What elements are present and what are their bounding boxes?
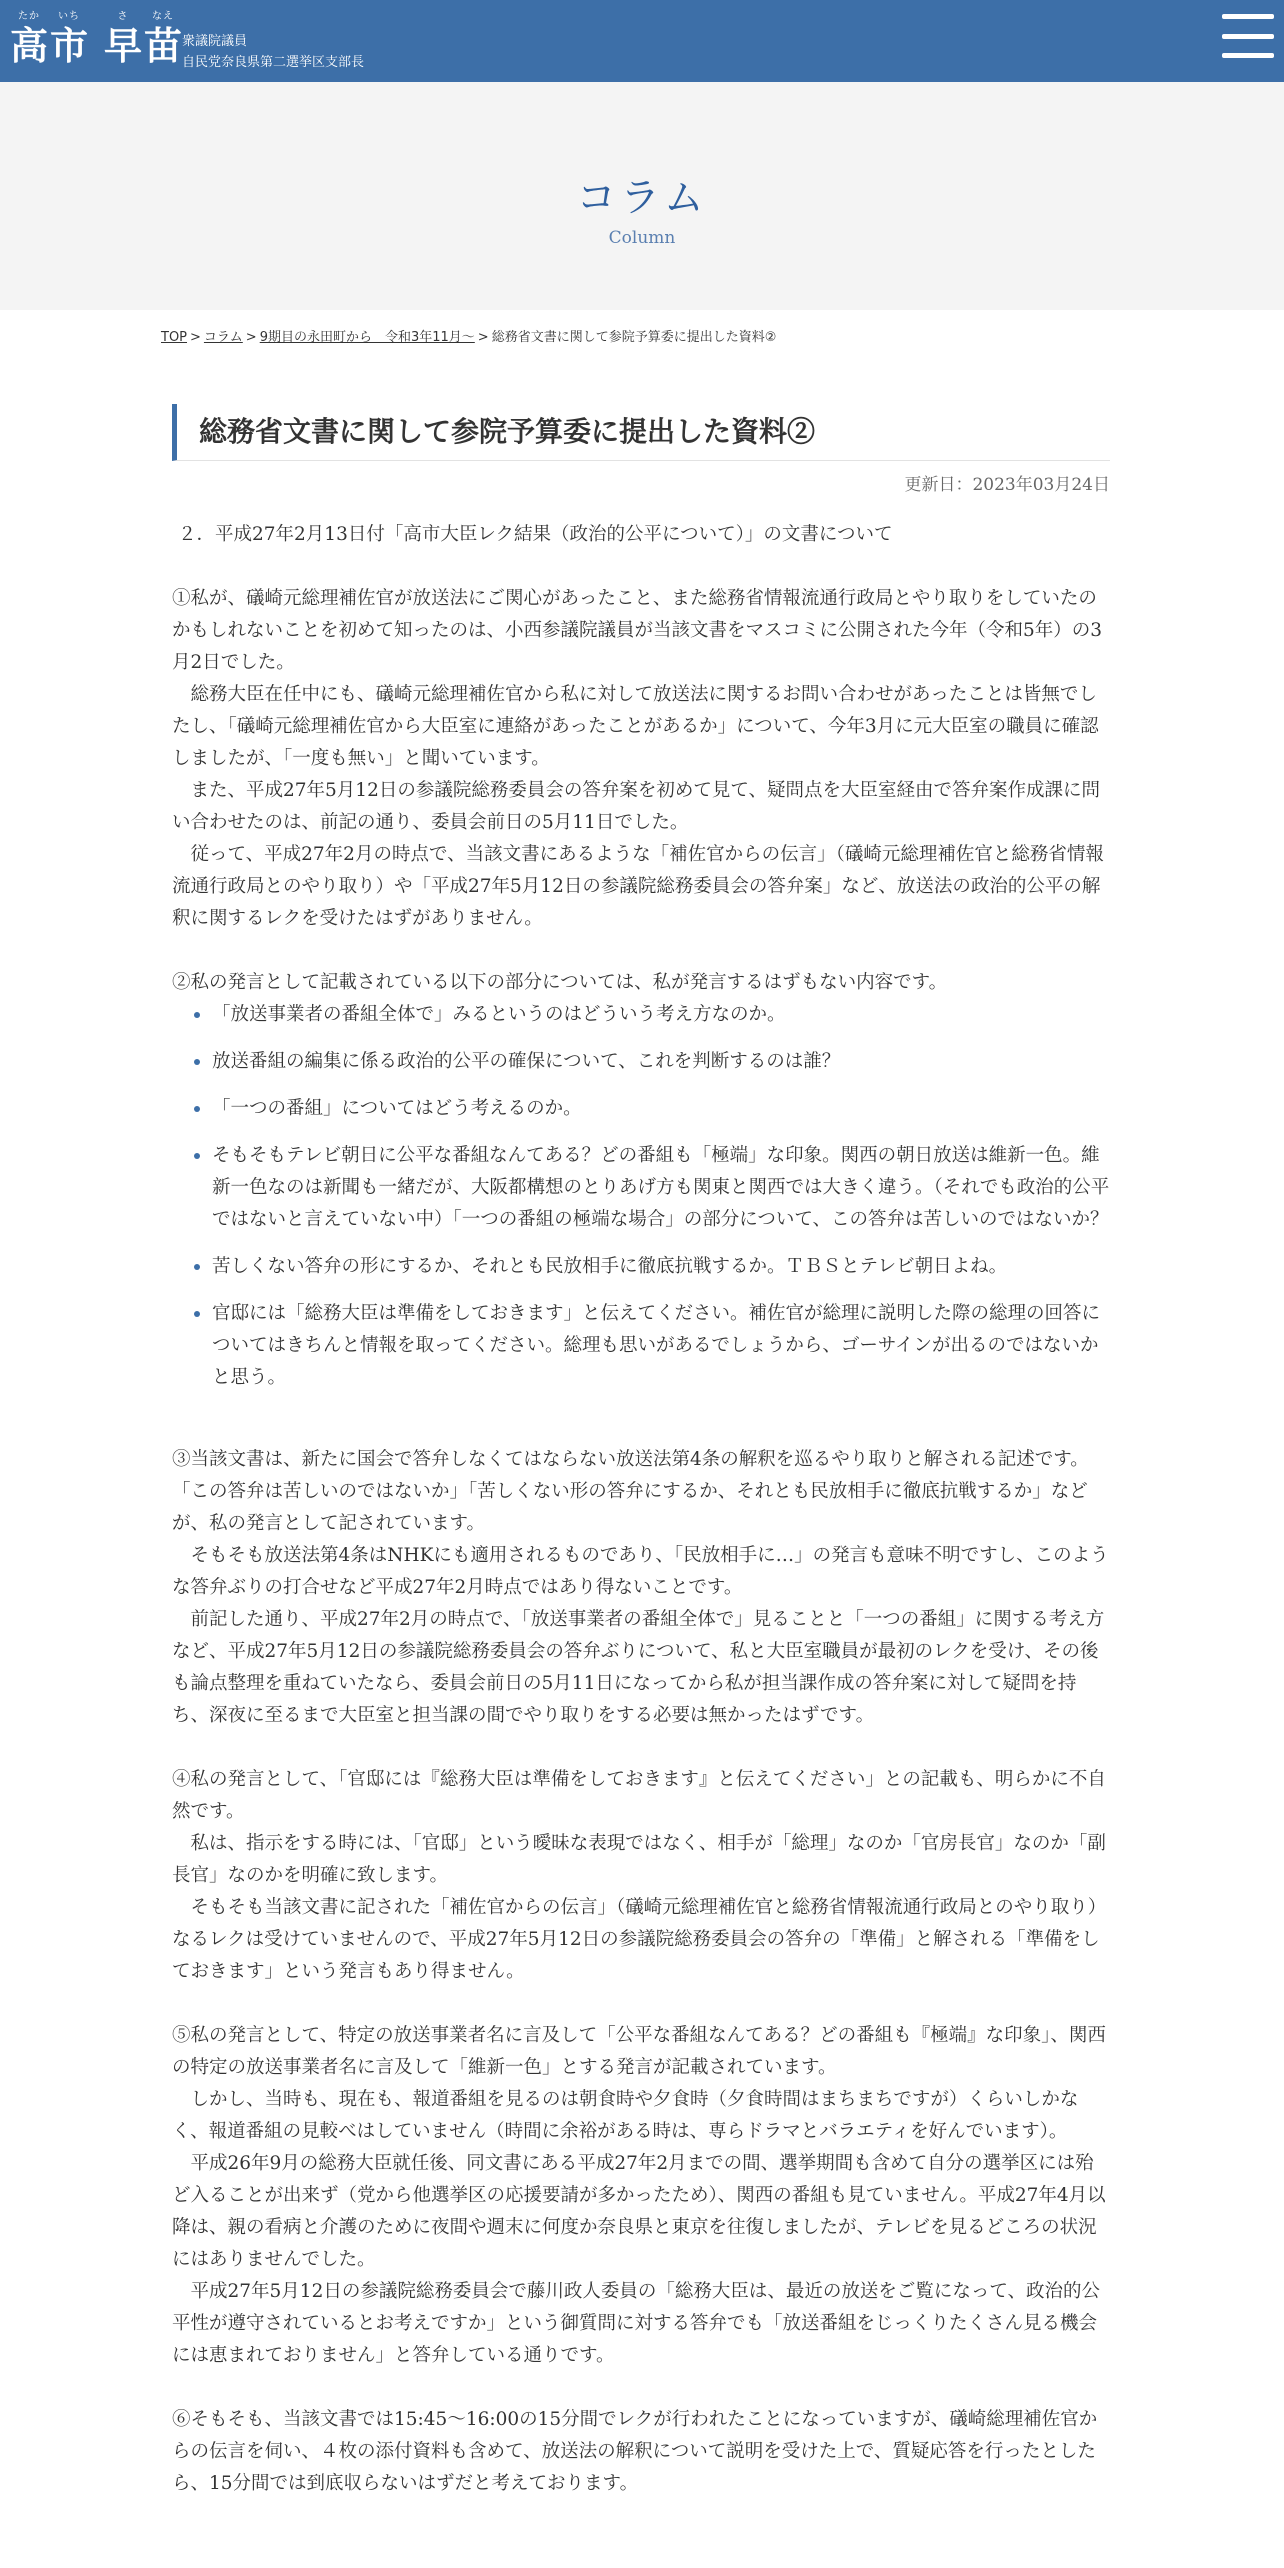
paragraph: ③当該文書は、新たに国会で答弁しなくてはならない放送法第4条の解釈を巡るやり取りと解される記述です。「この答弁は苦しいのではないか」「苦しくない形の答弁にするか、それとも民放相手に徹底抗戦するか」などが、私の発言として記されています。 xyxy=(172,1449,1089,1534)
breadcrumb-current: 総務省文書に関して参院予算委に提出した資料② xyxy=(491,330,777,345)
site-header xyxy=(0,0,1284,82)
list-item: 放送番組の編集に係る政治的公平の確保について、これを判断するのは誰？ xyxy=(212,1046,1110,1078)
paragraph: また、平成27年5月12日の参議院総務委員会の答弁案を初めて見て、疑問点を大臣室経由で答弁案作成課に問い合わせたのは、前記の通り、委員会前日の5月11日でした。 xyxy=(172,780,1100,833)
list-item: そもそもテレビ朝日に公平な番組なんてある？どの番組も「極端」な印象。関西の朝日放送は維新一色。維新一色なのは新聞も一緒だが、大阪都構想のとりあげ方も関東と関西では大きく違う。（それでも政治的公平ではないと言えていない中）「一つの番組の極端な場合」の部分について、この答弁は苦しいのではないか？ xyxy=(212,1140,1110,1236)
section-1 xyxy=(172,583,1110,935)
breadcrumb-separator: > xyxy=(190,330,201,345)
name-kanji: 苗 xyxy=(144,24,183,68)
member-title-line1: 衆議院議員 xyxy=(182,34,248,49)
section-6 xyxy=(172,2404,1110,2500)
paragraph: 従って、平成27年2月の時点で、当該文書にあるような「補佐官からの伝言」（礒崎元総理補佐官と総務省情報流通行政局とのやり取り）や「平成27年5月12日の参議院総務委員会の答弁案」など、放送法の政治的公平の解釈に関するレクを受けたはずがありません。 xyxy=(172,844,1104,929)
paragraph: 前記した通り、平成27年2月の時点で、「放送事業者の番組全体で」見ることと「一つの番組」に関する考え方など、平成27年5月12日の参議院総務委員会の答弁ぶりについて、私と大臣室職員が最初のレクを受け、その後も論点整理を重ねていたなら、委員会前日の5月11日になってから私が担当課作成の答弁案に対して疑問を持ち、深夜に至るまで大臣室と担当課の間でやり取りをする必要は無かったはずです。 xyxy=(172,1609,1105,1726)
name-char-2 xyxy=(50,10,88,68)
page-title: コラム xyxy=(576,175,708,221)
article-title: 総務省文書に関して参院予算委に提出した資料② xyxy=(172,404,1110,461)
ruby-text: いち xyxy=(58,11,81,22)
section-heading: ２．平成27年2月13日付「高市大臣レク結果（政治的公平について）」の文書について xyxy=(178,524,893,545)
paragraph: ①私が、礒崎元総理補佐官が放送法にご関心があったこと、また総務省情報流通行政局とやり取りをしていたのかもしれないことを初めて知ったのは、小西参議院議員が当該文書をマスコミに公開された今年（令和5年）の3月2日でした。 xyxy=(172,588,1103,673)
site-logo[interactable] xyxy=(10,10,184,68)
paragraph: ⑥そもそも、当該文書では15:45～16:00の15分間でレクが行われたことになっていますが、礒崎総理補佐官からの伝言を伺い、４枚の添付資料も含めて、放送法の解釈について説明を受けた上で、質疑応答を行ったとしたら、15分間では到底収らないはずだと考えております。 xyxy=(172,2409,1098,2494)
quote-list xyxy=(172,999,1110,1394)
ruby-text: たか xyxy=(18,11,40,22)
breadcrumb xyxy=(161,326,776,345)
paragraph: 総務大臣在任中にも、礒崎元総理補佐官から私に対して放送法に関するお問い合わせがあったことは皆無でしたし、「礒崎元総理補佐官から大臣室に連絡があったことがあるか」について、今年3月に元大臣室の職員に確認しましたが、「一度も無い」と聞いています。 xyxy=(172,684,1099,769)
paragraph: ②私の発言として記載されている以下の部分については、私が発言するはずもない内容です。 xyxy=(172,972,948,993)
breadcrumb-separator: > xyxy=(245,330,257,345)
page-subtitle: Column xyxy=(608,228,676,248)
paragraph: 平成27年5月12日の参議院総務委員会で藤川政人委員の「総務大臣は、最近の放送をご覧になって、政治的公平性が遵守されているとお考えですか」という御質問に対する答弁でも「放送番組をじっくりたくさん見る機会には恵まれておりません」と答弁している通りです。 xyxy=(172,2281,1100,2366)
name-char-4 xyxy=(144,10,182,68)
list-item: 苦しくない答弁の形にするか、それとも民放相手に徹底抗戦するか。ＴＢＳとテレビ朝日よね。 xyxy=(212,1251,1110,1283)
menu-bar xyxy=(1222,53,1274,58)
paragraph: そもそも当該文書に記された「補佐官からの伝言」（礒崎元総理補佐官と総務省情報流通行政局とのやり取り）なるレクは受けていませんので、平成27年5月12日の参議院総務委員会の答弁の「準備」と解される「準備をしておきます」という発言もあり得ません。 xyxy=(172,1897,1107,1982)
breadcrumb-link-top[interactable]: TOP xyxy=(161,330,188,345)
list-item: 「放送事業者の番組全体で」みるというのはどういう考え方なのか。 xyxy=(212,999,1110,1031)
menu-bar xyxy=(1222,34,1274,39)
hamburger-menu-icon[interactable] xyxy=(1222,10,1274,62)
ruby-text: さ xyxy=(117,11,129,22)
list-item: 官邸には「総務大臣は準備をしておきます」と伝えてください。補佐官が総理に説明した際の総理の回答についてはきちんと情報を取ってください。総理も思いがあるでしょうから、ゴーサインが出るのではないかと思う。 xyxy=(212,1298,1110,1394)
member-title xyxy=(182,31,364,73)
paragraph: ⑤私の発言として、特定の放送事業者名に言及して「公平な番組なんてある？どの番組も『極端』な印象」、関西の特定の放送事業者名に言及して「維新一色」とする発言が記載されています。 xyxy=(172,2025,1106,2078)
article-body xyxy=(172,519,1110,2500)
breadcrumb-link-column[interactable]: コラム xyxy=(203,330,243,345)
section-5 xyxy=(172,2020,1110,2372)
name-kanji: 早 xyxy=(104,24,143,68)
paragraph: しかし、当時も、現在も、報道番組を見るのは朝食時や夕食時（夕食時間はまちまちですが）くらいしかなく、報道番組の見較べはしていません（時間に余裕がある時は、専らドラマとバラエティを好んでいます）。 xyxy=(172,2089,1079,2142)
article xyxy=(172,404,1110,2500)
name-kanji: 高 xyxy=(10,24,49,68)
menu-bar xyxy=(1222,14,1274,19)
paragraph: ④私の発言として、「官邸には『総務大臣は準備をしておきます』と伝えてください」との記載も、明らかに不自然です。 xyxy=(172,1769,1106,1822)
paragraph: 平成26年9月の総務大臣就任後、同文書にある平成27年2月までの間、選挙期間も含めて自分の選挙区には殆ど入ることが出来ず（党から他選挙区の応援要請が多かったため）、関西の番組も見ていません。平成27年4月以降は、親の看病と介護のために夜間や週末に何度か奈良県と東京を往復しましたが、テレビを見るどころの状況にはありませんでした。 xyxy=(172,2153,1106,2270)
updated-date: 更新日：2023年03月24日 xyxy=(904,475,1110,495)
list-item: 「一つの番組」についてはどう考えるのか。 xyxy=(212,1093,1110,1125)
name-char-3 xyxy=(104,10,142,68)
member-title-line2: 自民党奈良県第二選挙区支部長 xyxy=(182,55,365,70)
paragraph: 私は、指示をする時には、「官邸」という曖昧な表現ではなく、相手が「総理」なのか「官房長官」なのか「副長官」なのかを明確に致します。 xyxy=(172,1833,1106,1886)
ruby-text: なえ xyxy=(152,11,175,22)
breadcrumb-link-category[interactable]: 9期目の永田町から 令和3年11月〜 xyxy=(259,330,475,345)
paragraph: そもそも放送法第4条はNHKにも適用されるものであり、「民放相手に…」の発言も意味不明ですし、このような答弁ぶりの打合せなど平成27年2月時点ではあり得ないことです。 xyxy=(172,1545,1109,1598)
name-kanji: 市 xyxy=(50,24,89,68)
page-hero xyxy=(0,82,1284,310)
breadcrumb-separator: > xyxy=(477,330,489,345)
section-2 xyxy=(172,967,1110,1394)
section-4 xyxy=(172,1764,1110,1988)
section-3 xyxy=(172,1444,1110,1732)
name-char-1 xyxy=(10,10,48,68)
